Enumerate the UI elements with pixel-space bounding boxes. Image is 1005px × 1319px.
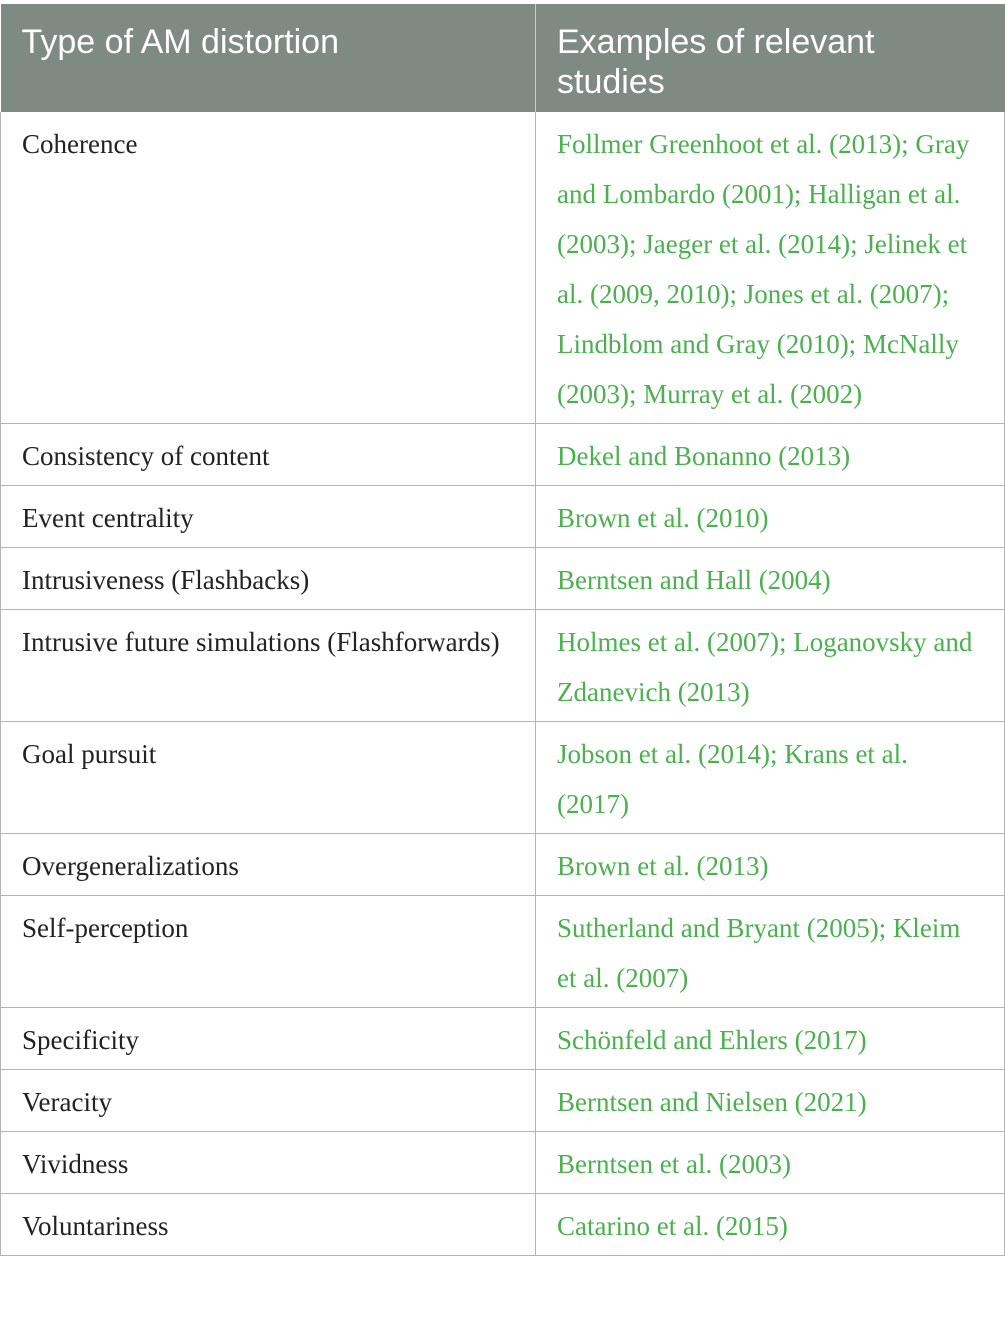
type-cell: Coherence <box>1 112 536 424</box>
studies-cell[interactable]: Berntsen et al. (2003) <box>536 1132 1005 1194</box>
table-row <box>1 112 1005 424</box>
studies-cell[interactable]: Holmes et al. (2007); Loganovsky and Zdanevich (2013) <box>536 610 1005 722</box>
studies-cell[interactable]: Dekel and Bonanno (2013) <box>536 424 1005 486</box>
studies-cell[interactable]: Jobson et al. (2014); Krans et al. (2017) <box>536 722 1005 834</box>
type-cell: Intrusive future simulations (Flashforwards) <box>1 610 536 722</box>
table-row <box>1 548 1005 610</box>
studies-cell[interactable]: Brown et al. (2010) <box>536 486 1005 548</box>
table-row <box>1 1070 1005 1132</box>
header-studies: Examples of relevant studies <box>536 4 1005 112</box>
studies-cell[interactable]: Brown et al. (2013) <box>536 834 1005 896</box>
studies-cell[interactable]: Follmer Greenhoot et al. (2013); Gray and Lombardo (2001); Halligan et al. (2003); Jaeger et al. (2014); Jelinek et al. (2009, 2010); Jones et al. (2007); Lindblom and Gray (2010); McNally (2003); Murray et al. (2002) <box>536 112 1005 424</box>
table-header-row <box>1 4 1005 112</box>
type-cell: Goal pursuit <box>1 722 536 834</box>
type-cell: Overgeneralizations <box>1 834 536 896</box>
table-row <box>1 1194 1005 1256</box>
table-row <box>1 722 1005 834</box>
table-row <box>1 424 1005 486</box>
studies-cell[interactable]: Schönfeld and Ehlers (2017) <box>536 1008 1005 1070</box>
table-row <box>1 610 1005 722</box>
type-cell: Consistency of content <box>1 424 536 486</box>
type-cell: Vividness <box>1 1132 536 1194</box>
type-cell: Specificity <box>1 1008 536 1070</box>
table-row <box>1 1008 1005 1070</box>
studies-cell[interactable]: Sutherland and Bryant (2005); Kleim et al. (2007) <box>536 896 1005 1008</box>
table-row <box>1 834 1005 896</box>
studies-cell[interactable]: Catarino et al. (2015) <box>536 1194 1005 1256</box>
am-distortion-table <box>0 4 1005 1256</box>
table-row <box>1 1132 1005 1194</box>
studies-cell[interactable]: Berntsen and Nielsen (2021) <box>536 1070 1005 1132</box>
type-cell: Event centrality <box>1 486 536 548</box>
table-row <box>1 896 1005 1008</box>
table-row <box>1 486 1005 548</box>
header-type: Type of AM distortion <box>1 4 536 112</box>
type-cell: Intrusiveness (Flashbacks) <box>1 548 536 610</box>
type-cell: Self-perception <box>1 896 536 1008</box>
type-cell: Veracity <box>1 1070 536 1132</box>
type-cell: Voluntariness <box>1 1194 536 1256</box>
studies-cell[interactable]: Berntsen and Hall (2004) <box>536 548 1005 610</box>
